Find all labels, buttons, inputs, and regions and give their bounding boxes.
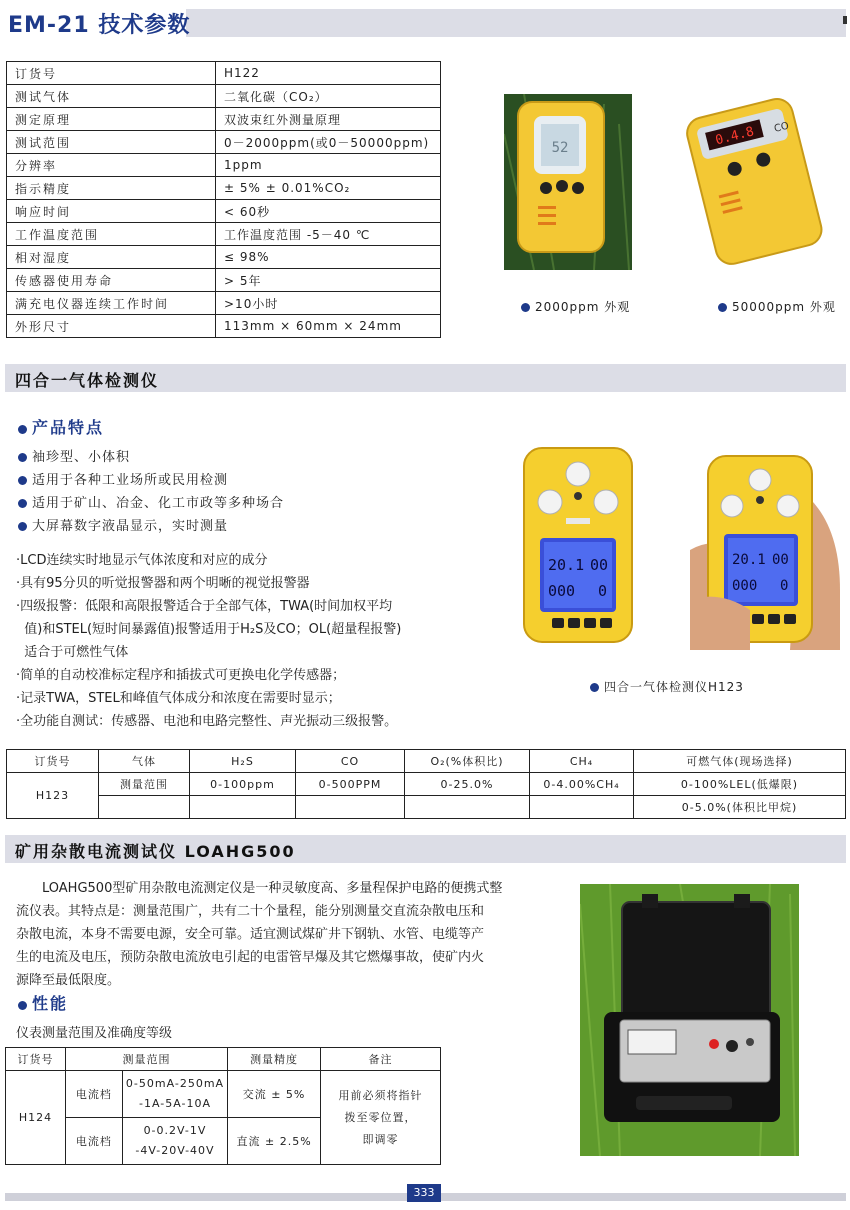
table-cell — [122, 1071, 227, 1118]
table-header-row — [7, 750, 846, 773]
spec-value-cell: ± 5% ± 0.01%CO₂ — [216, 177, 441, 200]
bullet-dot — [18, 522, 27, 531]
spec-label-cell: 工作温度范围 — [7, 223, 216, 246]
paragraph-line: 杂散电流，本身不需要电源，安全可靠。适宜测试煤矿井下钢轨、水管、电缆等产 — [16, 927, 485, 942]
spec-label-cell: 指示精度 — [7, 177, 216, 200]
table-header-cell: 可燃气体(现场选择) — [634, 750, 846, 773]
spec-value-cell: H122 — [216, 62, 441, 85]
paragraph-line: 生的电流及电压，预防杂散电流放电引起的电雷管早爆及其它燃爆事故，使矿内火 — [16, 950, 485, 965]
range-line: -4V-20V-40V — [135, 1144, 215, 1157]
h123-hand-graphic — [690, 450, 840, 650]
spec-value-cell: 0－2000ppm(或0－50000ppm) — [216, 131, 441, 154]
table-cell: 0-25.0% — [405, 773, 530, 796]
table-row — [7, 154, 441, 177]
paragraph-line: LOAHG500型矿用杂散电流测定仪是一种灵敏度高、多量程保护电路的便携式整 — [42, 881, 503, 896]
table-row — [7, 200, 441, 223]
table-header-cell: 订货号 — [6, 1048, 66, 1071]
bullet-dot — [18, 499, 27, 508]
spec-label-cell: 相对湿度 — [7, 246, 216, 269]
svg-text:52: 52 — [551, 140, 569, 156]
lcd-reading-4: 0 — [598, 582, 608, 600]
lcd-reading-4: 0 — [780, 578, 789, 594]
svg-text:CO: CO — [773, 120, 791, 135]
spec-label-cell: 满充电仪器连续工作时间 — [7, 292, 216, 315]
table-header-cell: H₂S — [190, 750, 296, 773]
svg-text:0.4.8: 0.4.8 — [714, 124, 756, 149]
description-line: ·简单的自动校准标定程序和插拔式可更换电化学传感器； — [16, 668, 346, 683]
range-label-cell: 测量范围 — [99, 773, 190, 796]
lcd-reading-1: 20.1 — [548, 556, 585, 574]
note-line: 拨至零位置， — [344, 1110, 417, 1124]
table-header-cell: CH₄ — [530, 750, 634, 773]
note-line: 即调零 — [362, 1132, 399, 1146]
lcd-reading-3: 000 — [732, 578, 758, 594]
order-number-cell: H124 — [6, 1071, 66, 1165]
h123-device-photo — [522, 446, 634, 644]
description-line: ·LCD连续实时地显示气体浓度和对应的成分 — [16, 553, 268, 568]
bullet-dot — [18, 453, 27, 462]
table-row — [7, 223, 441, 246]
gas-range-table — [6, 749, 846, 819]
note-line: 用前必须将指针 — [338, 1088, 423, 1102]
table-header-cell: 测量范围 — [65, 1048, 227, 1071]
features-heading — [18, 415, 104, 438]
bullet-dot — [18, 1001, 27, 1010]
loahg500-case-graphic — [580, 884, 799, 1156]
spec-label-cell: 分辨率 — [7, 154, 216, 177]
table-row — [7, 773, 846, 796]
em21-device-2000-graphic — [504, 94, 632, 270]
table-row — [7, 85, 441, 108]
table-row — [7, 131, 441, 154]
table-row — [7, 246, 441, 269]
section-bar-four-in-one — [5, 364, 846, 392]
h123-device-in-hand-photo — [690, 450, 840, 650]
table-row — [7, 269, 441, 292]
table-row — [7, 292, 441, 315]
section-title: 四合一气体检测仪 — [15, 371, 160, 390]
bullet-dot — [18, 425, 27, 434]
table-header-cell: O₂(%体积比) — [405, 750, 530, 773]
loahg500-description — [16, 877, 556, 992]
spec-label-cell: 响应时间 — [7, 200, 216, 223]
table-cell: 电流档 — [65, 1118, 122, 1165]
em21-photo-50000 — [676, 90, 836, 270]
spec-label-cell: 订货号 — [7, 62, 216, 85]
description-line: ·具有95分贝的听觉报警器和两个明晰的视觉报警器 — [16, 576, 310, 591]
table-row — [7, 796, 846, 819]
note-cell — [321, 1071, 441, 1165]
table-cell — [405, 796, 530, 819]
spec-table — [6, 61, 441, 338]
caption-50000 — [718, 298, 836, 315]
spec-value-cell: 二氧化碳（CO₂） — [216, 85, 441, 108]
performance-heading — [18, 991, 68, 1014]
spec-label-cell: 传感器使用寿命 — [7, 269, 216, 292]
page-number: 333 — [407, 1184, 441, 1202]
spec-value-cell: ≤ 98% — [216, 246, 441, 269]
table-cell — [190, 796, 296, 819]
feature-item: 适用于各种工业场所或民用检测 — [18, 469, 284, 492]
features-list — [18, 446, 284, 538]
spec-label-cell: 测定原理 — [7, 108, 216, 131]
bullet-dot — [590, 683, 599, 692]
spec-value-cell: < 60秒 — [216, 200, 441, 223]
range-line: 0-50mA-250mA — [125, 1077, 225, 1090]
spec-value-cell: > 5年 — [216, 269, 441, 292]
table-cell: 电流档 — [65, 1071, 122, 1118]
current-range-table — [5, 1047, 441, 1165]
h123-device-graphic — [522, 446, 634, 644]
caption-2000 — [521, 298, 630, 315]
em21-device-50000-graphic — [676, 90, 836, 270]
spec-label-cell: 外形尺寸 — [7, 315, 216, 338]
paragraph-line: 流仪表。其特点是：测量范围广，共有二十个量程，能分别测量交直流杂散电压和 — [16, 904, 485, 919]
em21-photo-2000 — [504, 94, 632, 270]
table-row — [7, 177, 441, 200]
table-header-cell: 测量精度 — [228, 1048, 321, 1071]
bullet-dot — [718, 303, 727, 312]
table-cell — [296, 796, 405, 819]
spec-value-cell: >10小时 — [216, 292, 441, 315]
spec-value-cell: 113mm × 60mm × 24mm — [216, 315, 441, 338]
spec-value-cell: 1ppm — [216, 154, 441, 177]
table-cell: 0-100ppm — [190, 773, 296, 796]
description-line: 值)和STEL(短时间暴露值)报警适用于H₂S及CO；OL(超量程报警) — [16, 622, 402, 637]
description-line: 适合于可燃性气体 — [16, 645, 129, 660]
description-line: ·四级报警：低限和高限报警适合于全部气体，TWA(时间加权平均 — [16, 599, 393, 614]
section-bar-loahg500 — [5, 835, 846, 863]
table-cell — [122, 1118, 227, 1165]
table-cell: 0-5.0%(体积比甲烷) — [634, 796, 846, 819]
feature-item: 大屏幕数字液晶显示，实时测量 — [18, 515, 284, 538]
table-row — [7, 62, 441, 85]
description-line: ·全功能自测试：传感器、电池和电路完整性、声光振动三级报警。 — [16, 714, 398, 729]
spec-value-cell: 双波束红外测量原理 — [216, 108, 441, 131]
table-cell: 0-4.00%CH₄ — [530, 773, 634, 796]
table-cell — [530, 796, 634, 819]
page-title: EM-21 技术参数 — [8, 13, 191, 38]
table-header-cell: 订货号 — [7, 750, 99, 773]
title-band — [186, 9, 846, 37]
spec-label-cell: 测试范围 — [7, 131, 216, 154]
feature-item: 适用于矿山、冶金、化工市政等多种场合 — [18, 492, 284, 515]
title-bar — [0, 6, 846, 40]
range-line: -1A-5A-10A — [138, 1097, 211, 1110]
table-cell — [99, 796, 190, 819]
description-line: ·记录TWA，STEL和峰值气体成分和浓度在需要时显示； — [16, 691, 341, 706]
table-header-cell: 备注 — [321, 1048, 441, 1071]
bullet-dot — [18, 476, 27, 485]
paragraph-line: 源降至最低限度。 — [16, 973, 121, 988]
description-list — [16, 549, 401, 733]
table-cell: 直流 ± 2.5% — [228, 1118, 321, 1165]
table-header-row — [6, 1048, 441, 1071]
table-cell: 0-100%LEL(低爆限) — [634, 773, 846, 796]
lcd-reading-2: 00 — [590, 556, 609, 574]
lcd-reading-1: 20.1 — [732, 552, 766, 568]
corner-mark — [843, 16, 847, 24]
caption-h123 — [590, 678, 744, 695]
table-cell: 交流 ± 5% — [228, 1071, 321, 1118]
spec-value-cell: 工作温度范围 -5－40 ℃ — [216, 223, 441, 246]
table-header-cell: CO — [296, 750, 405, 773]
lcd-reading-2: 00 — [772, 552, 789, 568]
table-header-cell: 气体 — [99, 750, 190, 773]
range-subtitle: 仪表测量范围及准确度等级 — [16, 1026, 173, 1041]
spec-label-cell: 测试气体 — [7, 85, 216, 108]
features-title: 产品特点 — [32, 418, 105, 437]
section-title: 矿用杂散电流测试仪 LOAHG500 — [15, 842, 296, 861]
order-number-cell: H123 — [7, 773, 99, 819]
table-row — [7, 315, 441, 338]
table-row — [7, 108, 441, 131]
caption-h123-text: 四合一气体检测仪H123 — [604, 680, 744, 694]
table-cell: 0-500PPM — [296, 773, 405, 796]
caption-50000-text: 50000ppm 外观 — [732, 300, 836, 314]
caption-2000-text: 2000ppm 外观 — [535, 300, 631, 314]
loahg500-photo — [580, 884, 799, 1156]
bullet-dot — [521, 303, 530, 312]
table-row — [6, 1071, 441, 1118]
range-line: 0-0.2V-1V — [143, 1124, 207, 1137]
performance-title: 性能 — [32, 994, 69, 1013]
feature-item: 袖珍型、小体积 — [18, 446, 284, 469]
lcd-reading-3: 000 — [548, 582, 576, 600]
